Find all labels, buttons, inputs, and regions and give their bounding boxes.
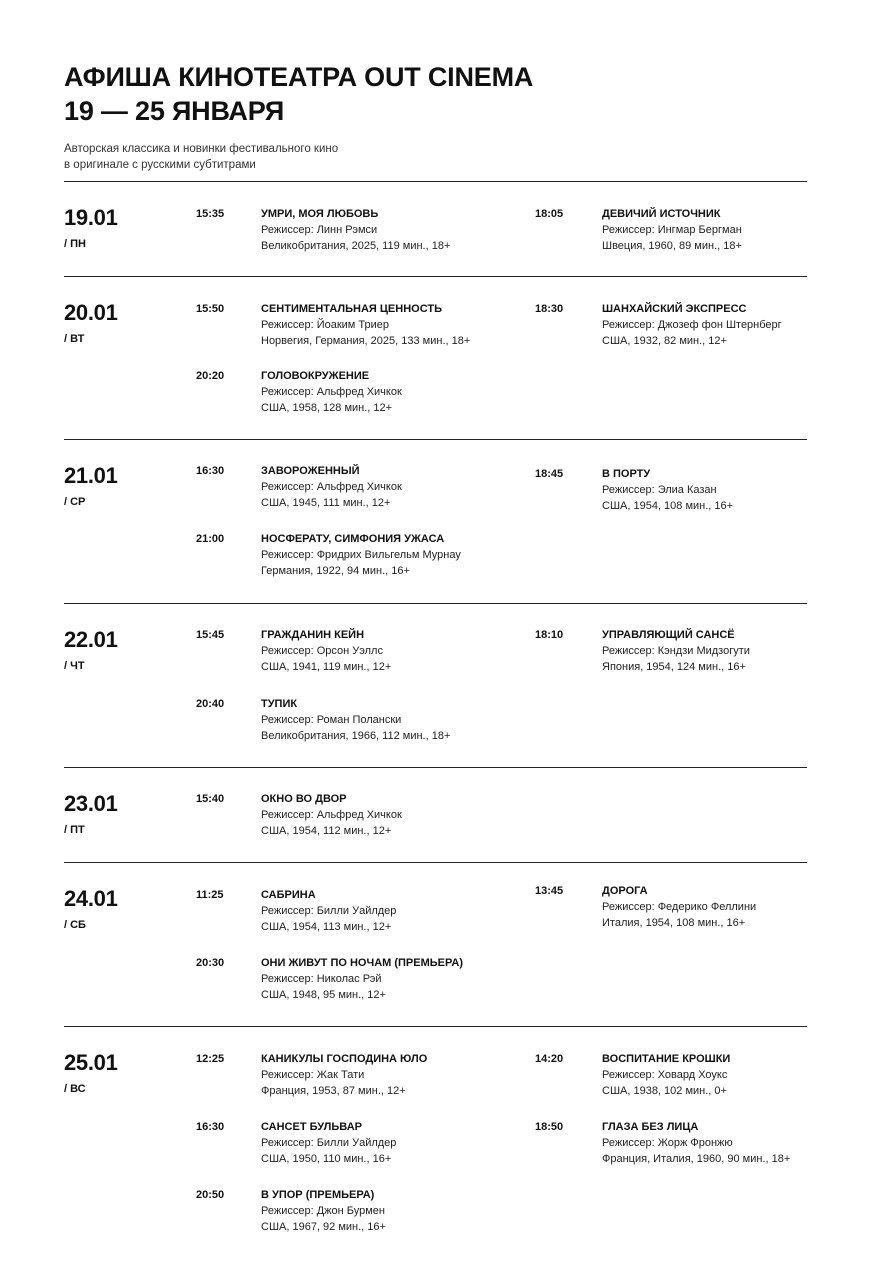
screening-info: [261, 301, 531, 349]
screening-time: 21:00: [196, 533, 225, 545]
film-details: США, 1954, 108 мин., 16+: [602, 500, 734, 512]
screening-info: [261, 368, 531, 416]
day-date: 24.01: [64, 886, 118, 911]
day-weekday: / ВС: [64, 1083, 86, 1095]
screening-time: 15:50: [196, 303, 225, 315]
film-director: Режиссер: Ингмар Бергман: [602, 224, 742, 236]
screening-time: 18:45: [535, 468, 564, 480]
film-director: Режиссер: Роман Полански: [261, 714, 402, 726]
film-details: США, 1932, 82 мин., 12+: [602, 335, 727, 347]
screening-info: [261, 1119, 531, 1167]
film-details: США, 1941, 119 мин., 12+: [261, 661, 392, 673]
screening-time: 14:20: [535, 1053, 564, 1065]
film-title: САНСЕТ БУЛЬВАР: [261, 1121, 362, 1133]
day-date: 25.01: [64, 1050, 118, 1075]
screening-time: 13:45: [535, 885, 564, 897]
film-director: Режиссер: Орсон Уэллс: [261, 645, 383, 657]
screening-info: [602, 627, 872, 675]
film-title: УМРИ, МОЯ ЛЮБОВЬ: [261, 208, 379, 220]
film-details: Великобритания, 2025, 119 мин., 18+: [261, 240, 451, 252]
film-director: Режиссер: Альфред Хичкок: [261, 809, 402, 821]
film-details: Германия, 1922, 94 мин., 16+: [261, 565, 410, 577]
film-title: ОНИ ЖИВУТ ПО НОЧАМ (ПРЕМЬЕРА): [261, 957, 463, 969]
screening-info: [261, 696, 531, 744]
subtitle-line: в оригинале с русскими субтитрами: [64, 159, 256, 171]
divider: [64, 276, 807, 277]
screening-time: 12:25: [196, 1053, 225, 1065]
title-line: 19 — 25 ЯНВАРЯ: [64, 96, 285, 126]
screening-time: 20:20: [196, 370, 225, 382]
film-title: ГРАЖДАНИН КЕЙН: [261, 629, 365, 641]
film-details: Франция, 1953, 87 мин., 12+: [261, 1085, 406, 1097]
film-title: САБРИНА: [261, 889, 316, 901]
film-details: США, 1954, 113 мин., 12+: [261, 921, 392, 933]
day-date: 21.01: [64, 463, 118, 488]
screening-info: [261, 955, 531, 1003]
film-director: Режиссер: Жак Тати: [261, 1069, 365, 1081]
film-director: Режиссер: Билли Уайлдер: [261, 905, 397, 917]
film-director: Режиссер: Кэндзи Мидзогути: [602, 645, 750, 657]
subtitle-line: Авторская классика и новинки фестивального кино: [64, 143, 339, 155]
divider: [64, 1026, 807, 1027]
film-director: Режиссер: Элиа Казан: [602, 484, 717, 496]
screening-info: [261, 531, 531, 579]
film-details: Норвегия, Германия, 2025, 133 мин., 18+: [261, 335, 471, 347]
screening-info: [261, 627, 531, 675]
divider: [64, 181, 807, 182]
screening-info: [602, 206, 872, 254]
film-details: США, 1938, 102 мин., 0+: [602, 1085, 727, 1097]
film-details: США, 1958, 128 мин., 12+: [261, 402, 393, 414]
film-details: Франция, Италия, 1960, 90 мин., 18+: [602, 1153, 791, 1165]
film-title: ДОРОГА: [602, 885, 648, 897]
screening-time: 20:30: [196, 957, 225, 969]
divider: [64, 767, 807, 768]
screening-time: 15:40: [196, 793, 225, 805]
film-director: Режиссер: Федерико Феллини: [602, 901, 757, 913]
film-director: Режиссер: Ховард Хоукс: [602, 1069, 728, 1081]
film-title: ШАНХАЙСКИЙ ЭКСПРЕСС: [602, 303, 747, 315]
film-title: ТУПИК: [261, 698, 298, 710]
film-details: Япония, 1954, 124 мин., 16+: [602, 661, 746, 673]
title-line: АФИША КИНОТЕАТРА OUT CINEMA: [64, 62, 534, 92]
film-details: США, 1945, 111 мин., 12+: [261, 497, 391, 509]
screening-info: [261, 791, 531, 839]
screening-time: 16:30: [196, 465, 225, 477]
film-director: Режиссер: Альфред Хичкок: [261, 386, 402, 398]
film-title: ДЕВИЧИЙ ИСТОЧНИК: [602, 208, 721, 220]
day-weekday: / СР: [64, 496, 86, 508]
screening-info: [602, 301, 872, 349]
film-title: КАНИКУЛЫ ГОСПОДИНА ЮЛО: [261, 1053, 428, 1065]
screening-time: 15:45: [196, 629, 225, 641]
screening-time: 11:25: [196, 889, 224, 901]
screening-info: [602, 883, 872, 931]
day-date: 23.01: [64, 791, 118, 816]
screening-time: 18:10: [535, 629, 564, 641]
film-title: ГОЛОВОКРУЖЕНИЕ: [261, 370, 370, 382]
film-title: В УПОР (ПРЕМЬЕРА): [261, 1189, 375, 1201]
screening-info: [602, 1051, 872, 1099]
day-weekday: / ПН: [64, 238, 86, 250]
film-title: ОКНО ВО ДВОР: [261, 793, 347, 805]
film-director: Режиссер: Йоаким Триер: [261, 319, 390, 331]
film-director: Режиссер: Линн Рэмси: [261, 224, 378, 236]
film-title: ВОСПИТАНИЕ КРОШКИ: [602, 1053, 731, 1065]
screening-time: 18:50: [535, 1121, 564, 1133]
divider: [64, 862, 807, 863]
screening-time: 18:30: [535, 303, 564, 315]
day-weekday: / ВТ: [64, 333, 85, 345]
film-details: Швеция, 1960, 89 мин., 18+: [602, 240, 742, 252]
screening-info: [261, 1051, 531, 1099]
day-date: 19.01: [64, 205, 118, 230]
screening-info: [261, 1187, 531, 1235]
day-weekday: / ЧТ: [64, 660, 85, 672]
film-title: ЗАВОРОЖЕННЫЙ: [261, 465, 360, 477]
film-title: ГЛАЗА БЕЗ ЛИЦА: [602, 1121, 699, 1133]
film-title: УПРАВЛЯЮЩИЙ САНСЁ: [602, 629, 735, 641]
film-title: В ПОРТУ: [602, 468, 651, 480]
film-details: США, 1948, 95 мин., 12+: [261, 989, 386, 1001]
film-title: НОСФЕРАТУ, СИМФОНИЯ УЖАСА: [261, 533, 445, 545]
screening-time: 20:40: [196, 698, 225, 710]
screening-info: [261, 887, 531, 935]
divider: [64, 603, 807, 604]
page-title: [64, 60, 533, 128]
film-director: Режиссер: Альфред Хичкок: [261, 481, 402, 493]
film-title: СЕНТИМЕНТАЛЬНАЯ ЦЕННОСТЬ: [261, 303, 442, 315]
film-director: Режиссер: Жорж Фронжю: [602, 1137, 733, 1149]
screening-info: [261, 463, 531, 511]
day-date: 20.01: [64, 300, 118, 325]
screening-info: [602, 466, 872, 514]
film-director: Режиссер: Джон Бурмен: [261, 1205, 385, 1217]
day-weekday: / ПТ: [64, 824, 85, 836]
film-director: Режиссер: Фридрих Вильгельм Мурнау: [261, 549, 461, 561]
divider: [64, 439, 807, 440]
screening-time: 20:50: [196, 1189, 225, 1201]
day-weekday: / СБ: [64, 919, 86, 931]
film-director: Режиссер: Билли Уайлдер: [261, 1137, 397, 1149]
film-details: Италия, 1954, 108 мин., 16+: [602, 917, 746, 929]
day-date: 22.01: [64, 627, 118, 652]
screening-time: 16:30: [196, 1121, 225, 1133]
screening-time: 15:35: [196, 208, 225, 220]
screening-info: [261, 206, 531, 254]
film-details: США, 1950, 110 мин., 16+: [261, 1153, 392, 1165]
screening-info: [602, 1119, 872, 1167]
film-details: США, 1967, 92 мин., 16+: [261, 1221, 386, 1233]
film-details: Великобритания, 1966, 112 мин., 18+: [261, 730, 451, 742]
page-subtitle: [64, 141, 338, 173]
screening-time: 18:05: [535, 208, 564, 220]
film-director: Режиссер: Николас Рэй: [261, 973, 382, 985]
film-details: США, 1954, 112 мин., 12+: [261, 825, 392, 837]
film-director: Режиссер: Джозеф фон Штернберг: [602, 319, 782, 331]
